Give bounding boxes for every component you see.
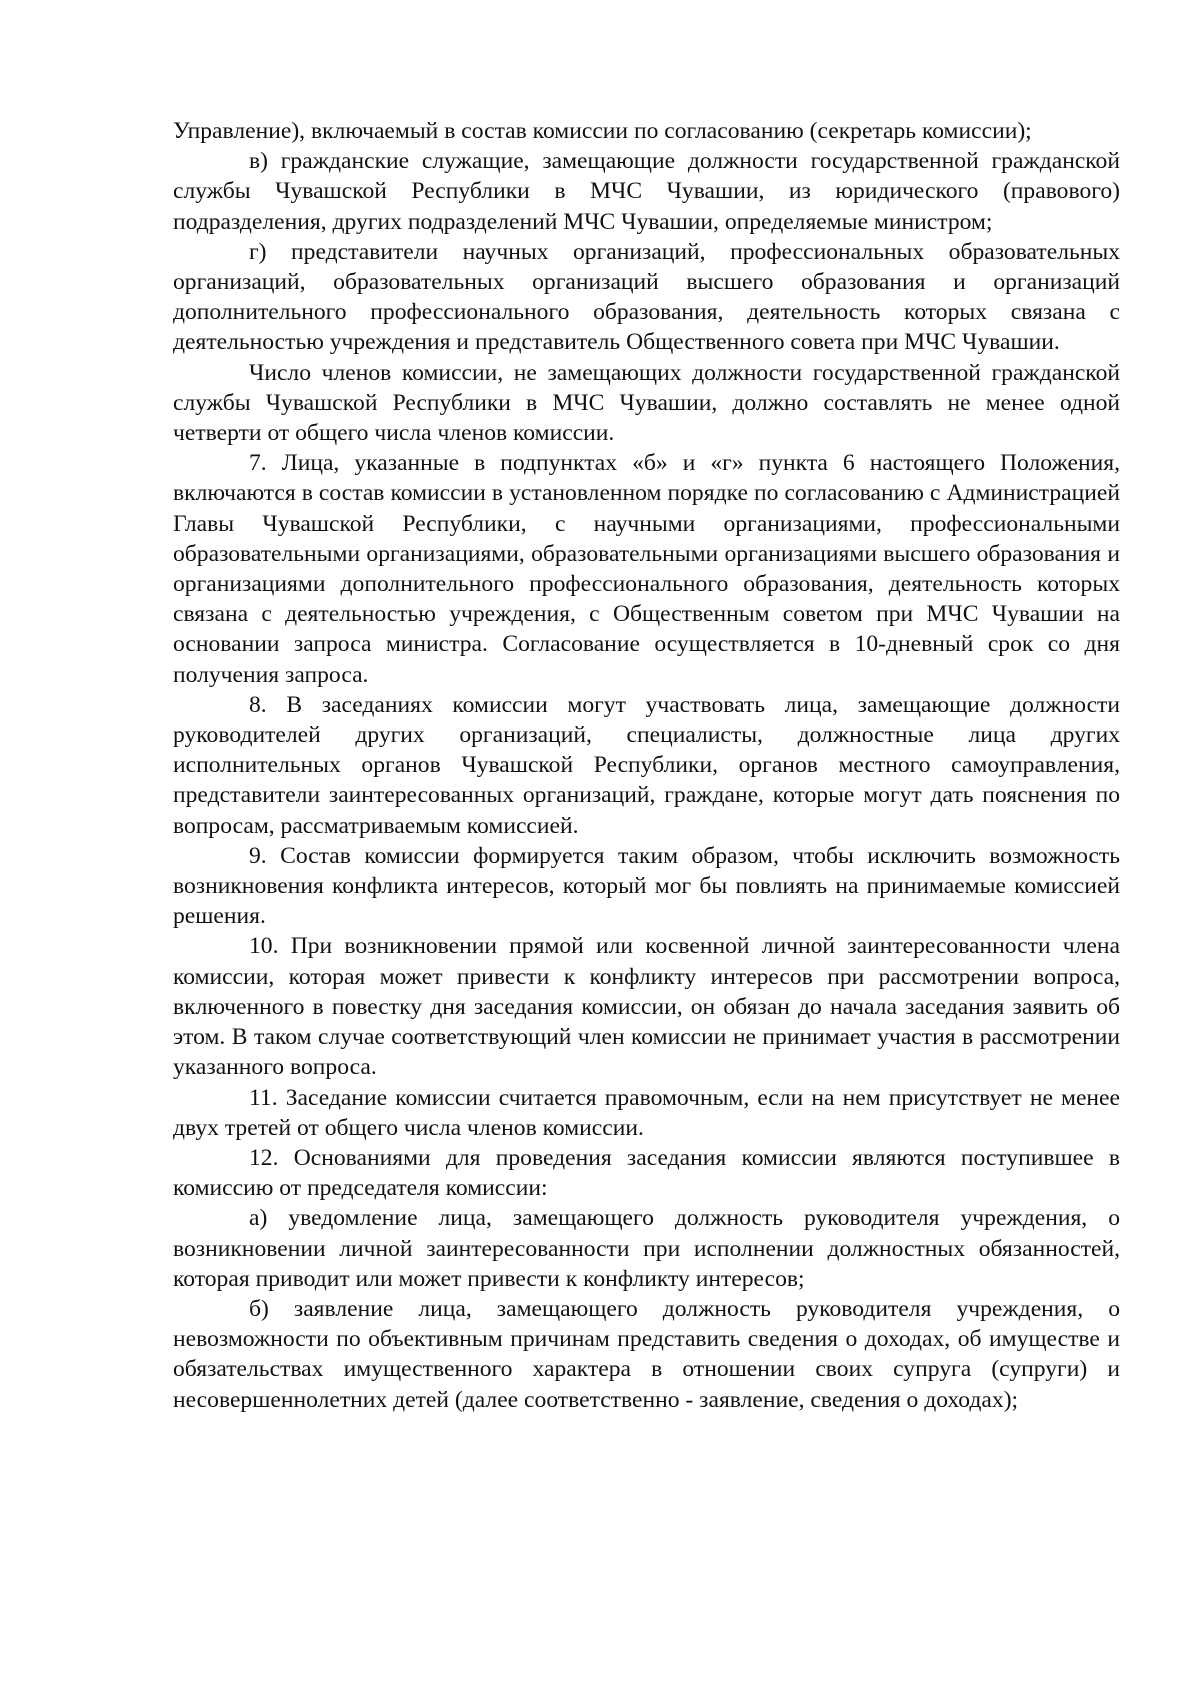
- paragraph-clause-12: 12. Основаниями для проведения заседания комиссии являются поступившее в комиссию от председателя комиссии:: [173, 1144, 1120, 1202]
- paragraph-clause-9: 9. Состав комиссии формируется таким образом, чтобы исключить возможность возникновения конфликта интересов, который мог бы повлиять на принимаемые комиссией решения.: [173, 842, 1120, 930]
- paragraph-item-g: г) представители научных организаций, профессиональных образовательных организаций, образовательных организаций высшего образования и организаций дополнительного профессионального образования, деятельность которых связана с деятельностью учреждения и представитель Общественного совета при МЧС Чувашии.: [173, 238, 1120, 356]
- paragraph-clause-12-b: б) заявление лица, замещающего должность руководителя учреждения, о невозможности по объективным причинам представить сведения о доходах, об имуществе и обязательствах имущественного характера в отношении своих супруга (супруги) и несовершеннолетних детей (далее соответственно - заявление, сведения о доходах);: [173, 1295, 1120, 1413]
- paragraph-members-quarter: Число членов комиссии, не замещающих должности государственной гражданской службы Чувашской Республики в МЧС Чувашии, должно составлять не менее одной четверти от общего числа членов комиссии.: [173, 359, 1120, 447]
- paragraph-clause-12-a: а) уведомление лица, замещающего должность руководителя учреждения, о возникновении личной заинтересованности при исполнении должностных обязанностей, которая приводит или может привести к конфликту интересов;: [173, 1205, 1120, 1292]
- paragraph-clause-8: 8. В заседаниях комиссии могут участвовать лица, замещающие должности руководителей других организаций, специалисты, должностные лица других исполнительных органов Чувашской Республики, органов местного самоуправления, представители заинтересованных организаций, граждане, которые могут дать пояснения по вопросам, рассматриваемым комиссией.: [173, 691, 1120, 839]
- paragraph-clause-10: 10. При возникновении прямой или косвенной личной заинтересованности члена комиссии, которая может привести к конфликту интересов при рассмотрении вопроса, включенного в повестку дня заседания комиссии, он обязан до начала заседания заявить об этом. В таком случае соответствующий член комиссии не принимает участия в рассмотрении указанного вопроса.: [173, 933, 1120, 1081]
- paragraph-clause-11: 11. Заседание комиссии считается правомочным, если на нем присутствует не менее двух третей от общего числа членов комиссии.: [173, 1084, 1120, 1141]
- paragraph-secretary-continuation: Управление), включаемый в состав комиссии по согласованию (секретарь комиссии);: [173, 118, 1032, 144]
- paragraph-clause-7: 7. Лица, указанные в подпунктах «б» и «г» пункта 6 настоящего Положения, включаются в состав комиссии в установленном порядке по согласованию с Администрацией Главы Чувашской Республики, с научными организациями, профессиональными образовательными организациями, образовательными организациями высшего образования и организациями дополнительного профессионального образования, деятельность которых связана с деятельностью учреждения, с Общественным советом при МЧС Чувашии на основании запроса министра. Согласование осуществляется в 10-дневный срок со дня получения запроса.: [173, 450, 1120, 688]
- paragraph-item-v: в) гражданские служащие, замещающие должности государственной гражданской службы Чувашской Республики в МЧС Чувашии, из юридического (правового) подразделения, других подразделений МЧС Чувашии, определяемые министром;: [173, 148, 1120, 235]
- document-page: [173, 116, 1120, 1415]
